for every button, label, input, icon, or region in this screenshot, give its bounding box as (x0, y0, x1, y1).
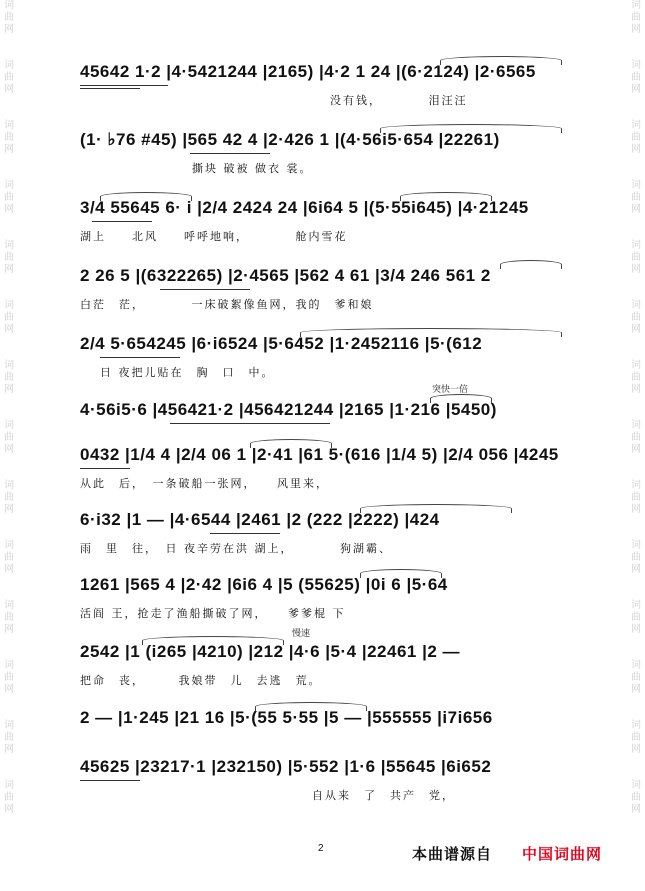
watermark-char: 词 (631, 360, 641, 371)
score-row (80, 575, 570, 635)
underline (170, 423, 330, 424)
notation-line: 6·i32 |1 — |4·6544 |2461 |2 (222 |2222) |424 (80, 510, 440, 529)
watermark-group (627, 600, 645, 636)
notation-line: 3/4 55645 6· i |2/4 2424 24 |6i64 5 |(5·55i645) |4·21245 (80, 198, 529, 217)
watermark-group (627, 420, 645, 456)
tempo-marking: 慢速 (292, 629, 311, 639)
slur (300, 328, 562, 337)
notation-line: 45625 |23217·1 |232150) |5·552 |1·6 |55645 |6i652 (80, 757, 492, 776)
notation-line: 2 26 5 |(6322265) |2·4565 |562 4 61 |3/4 246 561 2 (80, 266, 491, 285)
watermark-group (0, 780, 18, 816)
watermark-char: 曲 (631, 72, 641, 83)
underline (190, 153, 270, 154)
watermark-char: 词 (631, 480, 641, 491)
watermark-char: 网 (631, 324, 641, 335)
watermark-char: 网 (4, 444, 14, 455)
score-row (80, 757, 570, 817)
slur (380, 124, 562, 133)
watermark-char: 曲 (4, 672, 14, 683)
score-row (80, 266, 570, 326)
underline (160, 289, 250, 290)
watermark-group (627, 480, 645, 516)
lyric-line: 把命 丧， 我娘带 儿 去逃 荒。 (80, 674, 322, 687)
watermark-char: 曲 (631, 312, 641, 323)
watermark-char: 词 (4, 240, 14, 251)
page-number: 2 (318, 843, 324, 854)
watermark-char: 词 (631, 780, 641, 791)
notation-line: 2542 |1 (i265 |4210) |212 |4·6 |5·4 |22461 |2 — (80, 642, 461, 661)
watermark-group (0, 660, 18, 696)
watermark-char: 曲 (4, 792, 14, 803)
watermark-group (0, 480, 18, 516)
score-row (80, 62, 570, 122)
watermark-char: 词 (4, 780, 14, 791)
watermark-group (0, 600, 18, 636)
watermark-char: 网 (631, 384, 641, 395)
lyric-line: 日 夜把儿贴在 胸 口 中。 (100, 366, 275, 379)
watermark-group (0, 300, 18, 336)
watermark-group (627, 0, 645, 36)
watermark-group (627, 300, 645, 336)
lyric-line: 没有钱， 泪汪汪 (330, 94, 468, 107)
notation-line: 4·56i5·6 |456421·2 |456421244 |2165 |1·216 |5450) (80, 400, 497, 419)
watermark-char: 曲 (4, 72, 14, 83)
watermark-group (0, 180, 18, 216)
lyric-line: 湖上 北风 呼呼地响， 舱内雪花 (80, 230, 348, 243)
lyric-line: 撕块 破被 做衣 裳。 (192, 162, 313, 175)
lyric-line: 雨 里 往， 日 夜辛劳在洪 湖上， 狗湖霸、 (80, 542, 392, 555)
score-row (80, 629, 570, 702)
slur (400, 192, 492, 201)
slur (360, 569, 442, 578)
watermark-char: 曲 (631, 132, 641, 143)
watermark-char: 网 (4, 264, 14, 275)
slur (500, 260, 562, 269)
watermark-char: 词 (631, 60, 641, 71)
watermark-char: 网 (631, 684, 641, 695)
slur (440, 56, 562, 65)
watermark-char: 曲 (4, 252, 14, 263)
slur (255, 702, 367, 711)
watermark-char: 网 (631, 804, 641, 815)
watermark-group (627, 660, 645, 696)
watermark-char: 曲 (631, 732, 641, 743)
underline (80, 468, 130, 469)
watermark-char: 网 (631, 504, 641, 515)
watermark-char: 词 (4, 720, 14, 731)
watermark-left-column (0, 0, 18, 891)
watermark-char: 曲 (4, 732, 14, 743)
notation-line: 1261 |565 4 |2·42 |6i6 4 |5 (55625) |0i 6 |5·64 (80, 575, 448, 594)
watermark-char: 网 (631, 144, 641, 155)
watermark-group (0, 60, 18, 96)
watermark-char: 词 (631, 420, 641, 431)
watermark-char: 词 (4, 120, 14, 131)
notation-line: (1· ♭76 #45) |565 42 4 |2·426 1 |(4·56i5·654 |22261) (80, 130, 500, 149)
watermark-char: 曲 (631, 192, 641, 203)
underline (80, 780, 140, 781)
watermark-char: 网 (4, 84, 14, 95)
watermark-char: 词 (4, 180, 14, 191)
watermark-group (627, 540, 645, 576)
watermark-group (0, 240, 18, 276)
notation-line: 0432 |1/4 4 |2/4 06 1 |2·41 |61 5·(616 |1/4 5) |2/4 056 |4245 (80, 445, 559, 464)
watermark-char: 网 (4, 804, 14, 815)
watermark-group (627, 60, 645, 96)
score-row (80, 334, 570, 394)
watermark-char: 词 (4, 60, 14, 71)
underline (80, 85, 168, 86)
watermark-char: 网 (4, 684, 14, 695)
underline (210, 533, 280, 534)
watermark-char: 网 (631, 444, 641, 455)
lyric-line: 白茫 茫， 一床破絮像鱼网，我的 爹和娘 (80, 298, 374, 311)
watermark-char: 曲 (631, 252, 641, 263)
watermark-char: 曲 (631, 792, 641, 803)
watermark-char: 曲 (4, 432, 14, 443)
watermark-char: 曲 (631, 492, 641, 503)
watermark-char: 网 (4, 384, 14, 395)
watermark-char: 网 (631, 624, 641, 635)
notation-line: 2 — |1·245 |21 16 |5·(55 5·55 |5 — |555555 |i7i656 (80, 708, 493, 727)
slur (360, 504, 512, 513)
watermark-char: 网 (4, 24, 14, 35)
underline (92, 221, 152, 222)
watermark-char: 曲 (4, 612, 14, 623)
watermark-char: 网 (4, 504, 14, 515)
lyric-line: 活阎 王，抢走了渔船撕破了网， 爹爹棍 下 (80, 607, 346, 620)
watermark-char: 网 (4, 204, 14, 215)
watermark-char: 网 (631, 564, 641, 575)
watermark-char: 网 (4, 744, 14, 755)
watermark-char: 曲 (4, 372, 14, 383)
watermark-char: 网 (631, 24, 641, 35)
watermark-char: 词 (4, 300, 14, 311)
watermark-group (627, 720, 645, 756)
watermark-group (0, 120, 18, 156)
footer-source-label: 本曲谱源自 (412, 845, 493, 863)
slur (100, 192, 192, 201)
watermark-char: 网 (4, 324, 14, 335)
watermark-char: 词 (4, 360, 14, 371)
watermark-char: 曲 (631, 612, 641, 623)
watermark-group (627, 240, 645, 276)
watermark-char: 曲 (631, 552, 641, 563)
watermark-char: 曲 (4, 12, 14, 23)
watermark-group (0, 540, 18, 576)
watermark-group (0, 0, 18, 36)
watermark-char: 词 (631, 300, 641, 311)
watermark-group (627, 120, 645, 156)
watermark-char: 网 (631, 744, 641, 755)
underline (100, 357, 180, 358)
watermark-char: 词 (4, 480, 14, 491)
notation-line: 2/4 5·654245 |6·i6524 |5·6452 |1·2452116 |5·(612 (80, 334, 483, 353)
lyric-line: 自从来 了 共产 党， (312, 789, 455, 802)
score-row (80, 198, 570, 258)
watermark-char: 词 (4, 600, 14, 611)
watermark-char: 词 (4, 0, 14, 11)
watermark-char: 曲 (631, 372, 641, 383)
tempo-marking: 突快一倍 (432, 385, 469, 395)
watermark-char: 词 (4, 540, 14, 551)
lyric-line (80, 738, 570, 754)
watermark-char: 网 (4, 144, 14, 155)
watermark-char: 网 (631, 204, 641, 215)
watermark-char: 曲 (4, 132, 14, 143)
score-row (80, 510, 570, 570)
watermark-char: 曲 (631, 432, 641, 443)
watermark-group (627, 180, 645, 216)
watermark-char: 词 (631, 540, 641, 551)
watermark-char: 曲 (4, 492, 14, 503)
watermark-char: 网 (4, 624, 14, 635)
watermark-right-column (627, 0, 645, 891)
watermark-group (0, 420, 18, 456)
watermark-char: 网 (4, 564, 14, 575)
watermark-char: 曲 (4, 312, 14, 323)
watermark-char: 曲 (631, 672, 641, 683)
notation-line: 45642 1·2 |4·5421244 |2165) |4·2 1 24 |(6·2124) |2·6565 (80, 62, 536, 81)
watermark-char: 词 (631, 180, 641, 191)
footer-site-link[interactable]: 中国词曲网 (522, 845, 603, 863)
watermark-char: 网 (631, 84, 641, 95)
underline (80, 88, 140, 89)
watermark-char: 词 (4, 420, 14, 431)
lyric-line: 从此 后， 一条破船一张网， 风里来， (80, 477, 329, 490)
slur (430, 394, 492, 403)
watermark-char: 词 (631, 0, 641, 11)
watermark-char: 词 (631, 600, 641, 611)
watermark-group (0, 360, 18, 396)
watermark-char: 词 (631, 240, 641, 251)
watermark-char: 词 (631, 660, 641, 671)
score-row (80, 445, 570, 505)
watermark-char: 词 (631, 120, 641, 131)
watermark-group (0, 720, 18, 756)
slur (142, 636, 284, 645)
watermark-group (627, 360, 645, 396)
slur (250, 439, 332, 448)
watermark-char: 曲 (4, 192, 14, 203)
watermark-char: 词 (631, 720, 641, 731)
score-row (80, 130, 570, 190)
watermark-char: 曲 (631, 12, 641, 23)
watermark-char: 网 (631, 264, 641, 275)
watermark-char: 词 (4, 660, 14, 671)
watermark-char: 曲 (4, 552, 14, 563)
